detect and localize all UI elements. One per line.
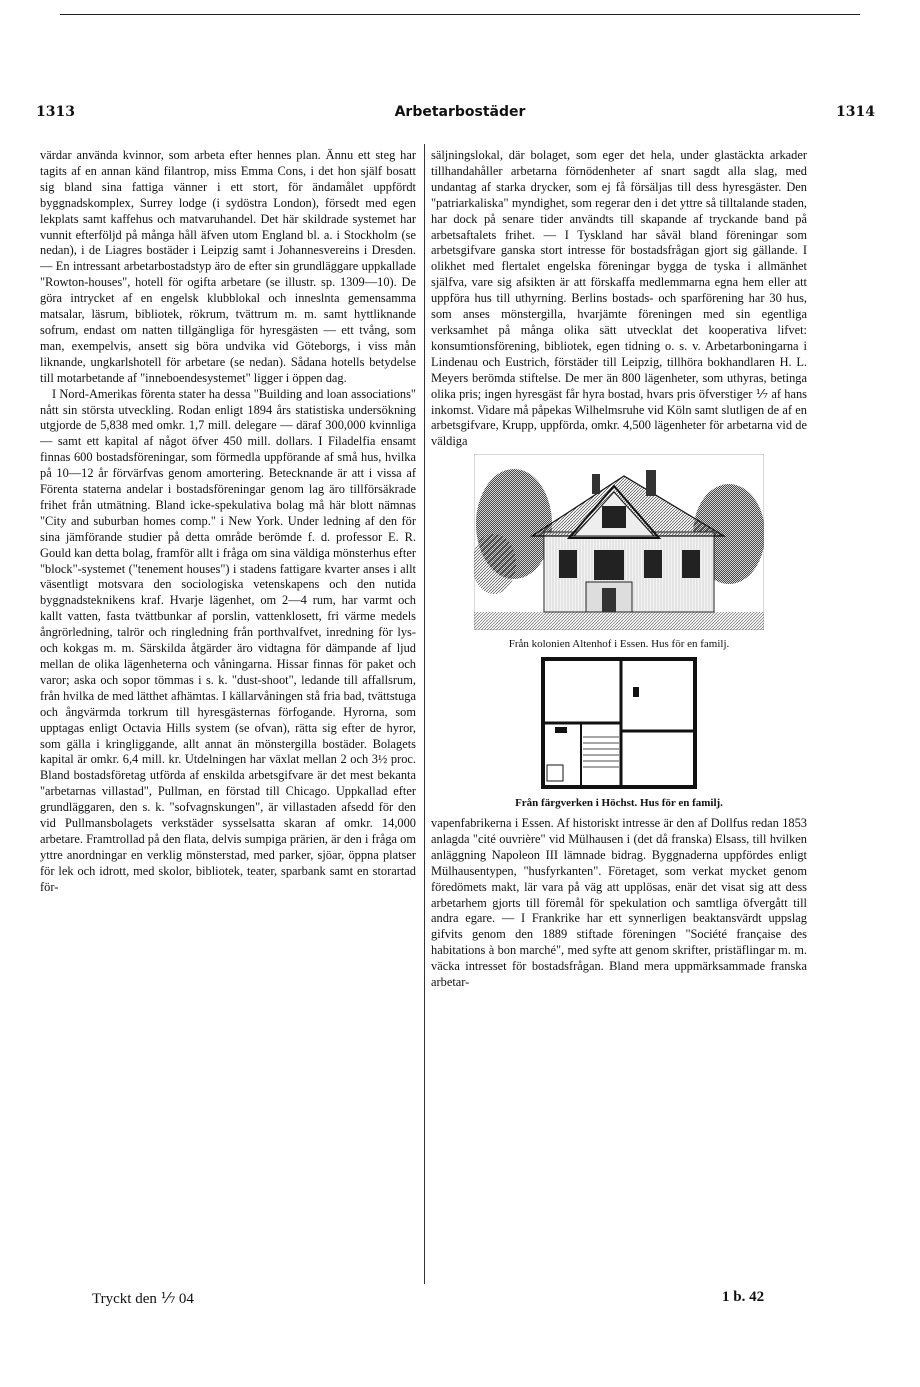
figure-caption-1: Från kolonien Altenhof i Essen. Hus för en familj. (508, 638, 730, 651)
floor-plan-drawing (541, 657, 697, 789)
figure-house-illustration (431, 454, 807, 651)
figure-floor-plan (431, 657, 807, 810)
running-title: Arbetarbostäder (394, 104, 526, 120)
top-rule (60, 14, 860, 15)
right-column (431, 148, 807, 1284)
left-paragraph-2: I Nord-Amerikas förenta stater ha dessa "Building and loan associations" nått sin största utveckling. Rodan enligt 1894 års statistiska undersökning utgjorde de 5,838 med omkr. 1,7 mill. delegare — däraf 300,000 kvinnliga — samt ett kapital af något öfver 450 mill. dollars. I Filadelfia ensamt finnas 600 bostadsföreningar, som förmedla uppförande af små hus, hvilka på 10—12 år förvärfvas genom amortering. Betecknande är att i vissa af Förenta staterna andelar i bostadsföreningar genom lag äro tillförsäkrade frihet från utmätning. Bland icke-spekulativa bolag må här blott nämnas "City and suburban homes comp." i New York. Under ledning af den för sina jämförande studier på detta område berömde f. d. professor E. R. Gould kan detta bolag, framför allt i fråga om sina väldiga mönsterhus efter "block"-systemet ("tenement houses") i stadens fattigare kvarter anses i allt väsentligt motsvara den sociologiska vetenskapens och den nutida byggnadsteknikens kraf. Hvarje lägenhet, om 2—4 rum, har varmt och kallt vatten, fasta tvättbunkar af porslin, vattenklosett, fri värme medels ångrörledning, talrör och ringledning från porthvalfvet, inredning för lys- och kokgas m. m. Särskilda åtgärder äro vidtagna för dämpande af ljud mellan de olika lägenheterna och våningarna. Hissar finnas för paket och varor; aska och sopor tömmas i s. k. "dust-shoot", ledande till affallsrum, från hvilka de med lätthet afhämtas. I källarvåningen stå fria bad, tvättstuga och ångvärmda torkrum till hyresgästernas förfogande. Hyrorna, som upptagas enligt Octavia Hills system (se ofvan), rätta sig efter de hyror, som gälla i kringliggande, allt annat än mönstergilla bostäder. Bolagets kapital är omkr. 6,4 mill. kr. Utdelningen har växlat mellan 2 och 3½ proc. Bland bostadsföretag utförda af enskilda arbetsgifvare är det mest bekanta "arbetarnas villastad", Pullman, en förstad till Chicago. Uppkallad efter grundläggaren, den s. k. "sofvagnskungen", är villastaden afsedd för den vid Pullmansbolagets verkstäder sysselsatta skaran af omkr. 14,000 arbetare. Framtrollad på den flata, delvis sumpiga prärien, är den i fråga om yttre anordningar en verklig mönsterstad, med parker, sjöar, öppna platser för lek och idrott, med skolor, bibliotek, teater, sparbank samt en storartad för- (40, 386, 416, 894)
house-engraving-image (474, 454, 764, 630)
column-divider (424, 144, 425, 1284)
left-column (40, 148, 416, 1284)
print-date: Tryckt den ⅐ 04 (92, 1291, 194, 1307)
figure-caption-2: Från färgverken i Höchst. Hus för en familj. (515, 797, 723, 810)
page-number-left: 1313 (36, 104, 75, 120)
right-paragraph-2: vapenfabrikerna i Essen. Af historiskt intresse är den af Dollfus redan 1853 anlagda "cité ouvrière" vid Mülhausen i (det då franska) Elsass, till hvilken anläggning Napoleon III lämnade bidrag. Byggnaderna uppfördes enligt Mülhausentypen, "husfyrkanten". Företaget, som verkat mycket genom föredömets makt, lär vara på väg att upplösas, enär det visat sig att dess arbetarhem gjorts till föremål för spekulation och samtliga öfvergått till andra egare. — I Frankrike har ett synnerligen beaktansvärdt uppslag gifvits genom den 1889 stiftade föreningen "Société française des habitations à bon marché", med syfte att genom skrifter, pristäflingar m. m. väcka intresset för bostadsfrågan. Bland mera uppmärksammade franska arbetar- (431, 816, 807, 990)
signature-mark: 1 b. 42 (722, 1289, 765, 1305)
right-paragraph-1: säljningslokal, där bolaget, som eger det hela, under glastäckta arkader tillhandahåller arbetarna förnödenheter af snart sagdt alla slag, med undantag af starka drycker, som ej få försäljas till dess hyresgäster. Den "patriarkaliska" myndighet, som regerar den i det yttre så tilltalande staden, har dock på senare tider användts till skapande af tryckande band på arbetsaftalets frihet. — I Tyskland har såväl bland föreningar som arbetsgifvare ganska stort intresse för bostadsfrågan gjort sig gällande. I olikhet med flertalet engelska föreningar bygga de tyska i allmänhet själfva, vare sig afsikten är att förskaffa medlemmarna egna hem eller att uppföra hus till uthyrning. Berlins bostads- och sparförening har 30 hus, som anses mönstergilla, hvarjämte föreningen med sin egentliga verksamhet på många olika sätt utvecklat det kooperativa lifvet: konsumtionsförening, bibliotek, egen tidning o. s. v. Arbetarboningarna i Lindenau och Eustrich, förstäder till Leipzig, tillhöra bokhandlaren H. L. Meyers berömda stiftelse. De mer än 800 lägenheter, som uthyras, betinga olika pris; ingen hyresgäst får hyra bostad, hvars pris öfverstiger ⅐ af hans inkomst. Vidare må påpekas Wilhelmsruhe vid Köln samt slutligen de af en arbetsgifvare, Krupp, uppförda, omkr. 4,500 lägenheter för arbetarna vid de väldiga (431, 148, 807, 449)
page-number-right: 1314 (836, 104, 875, 120)
left-paragraph-1: värdar använda kvinnor, som arbeta efter hennes plan. Ännu ett steg har tagits af en annan känd filantrop, miss Emma Cons, i det hon själf bosatt sig bland sina fattiga vänner i ett stort, för ändamålet uppfördt byggnadskomplex, Surrey lodge (i sydöstra London), försedt med egen lekplats samt kaffehus och matvaruhandel. Det här skildrade systemet har vunnit efterföljd på många håll äfven utom England bl. a. i Stockholm (se nedan), i de Liagres bostäder i Leipzig samt i Johannesvereins i Dresden. — En intressant arbetarbostadstyp äro de efter sin grundläggare uppkallade "Rowton-houses", hotell för ogifta arbetare (se illustr. sp. 1309—10). De göra intrycket af en engelsk klubblokal och inneslnta gemensamma matsalar, läsrum, bibliotek, rökrum, tvättrum m. m. samt hyttliknande sofrum, endast om natten tillgängliga för hyresgästen — ett tvång, som man, exempelvis, ansett sig böra undvika vid Göteborgs, i viss mån liknande, ungkarlshotell för arbetare (se nedan). Sådana hotells betydelse till motarbetande af "inneboendesystemet" ligger i öppen dag. (40, 148, 416, 385)
